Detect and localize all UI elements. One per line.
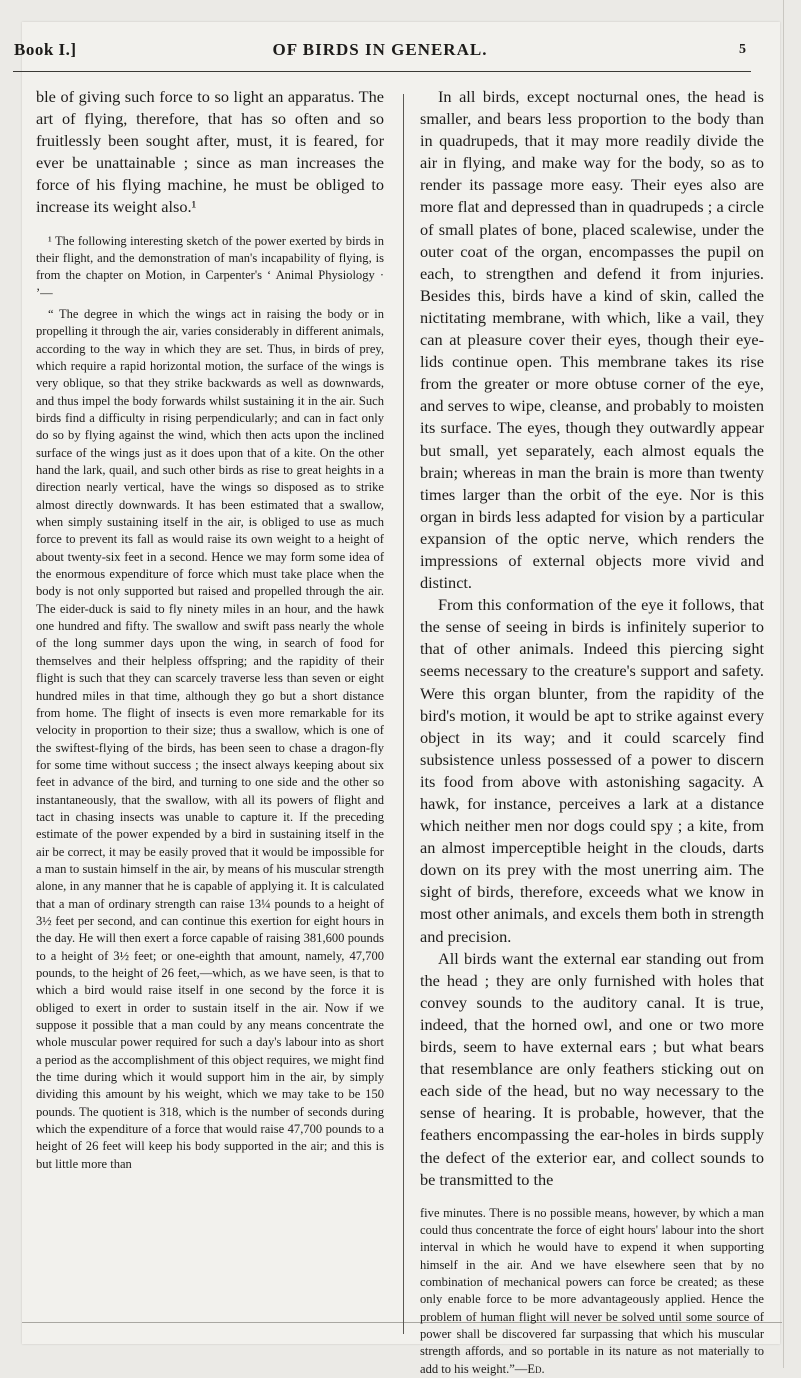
page-edge-rule — [783, 0, 784, 1368]
footnote-continuation-text: five minutes. There is no possible means, however, by which a man could thus concentrate the force of eight hours' labour into the short interval in which he would have to expend it when supporting himself in the air. And we have elsewhere seen that by no combination of mechanical powers can force be created; as these only enable force to be more advantageously applied. Hence the problem of human flight will never be solved until some source of power shall be discovered far surpassing that which his muscular strength affords, and so portable in its nature as not materially to add to his weight.”— — [420, 1205, 764, 1376]
left-column — [36, 86, 384, 1173]
running-head — [14, 36, 746, 66]
chapter-title: OF BIRDS IN GENERAL. — [272, 40, 488, 59]
footnote-body: “ The degree in which the wings act in raising the body or in propelling it through the air, varies considerably in different animals, according to the way in which they are set. Thus, in birds of prey, which require a rapid horizontal motion, the surface of the wings is very oblique, so that they strike backwards as well as downwards, and thus impel the body forwards whilst sustaining it in the air. Such birds find a difficulty in rising perpendicularly; and can in fact only do so by flying against the wind, which then acts upon the inclined surface of the wings just as it does upon that of a kite. On the other hand the lark, quail, and such other birds as rise to great heights in a direction nearly vertical, have the wings so disposed as to strike almost directly downwards. It has been estimated that a swallow, when simply sustaining itself in the air, is obliged to use as much force to prevent its fall as would raise its own weight to a height of about twenty-six feet in a second. Hence we may form some idea of the enormous expenditure of force which must take place when the body is not only supported but raised and propelled through the air. The eider-duck is said to fly ninety miles in an hour, and the hawk one hundred and fifty. The swallow and swift pass nearly the whole of the long summer days upon the wing, in search of food for themselves and their helpless offspring; and the rapidity of their flight is such that they can scarcely traverse less than seven or eight hundred miles in that time, although they go but a short distance from home. The flight of insects is even more remarkable for its velocity in proportion to their size; thus a swallow, which is one of the swiftest-flying of the birds, has been seen to chase a dragon-fly for some time without success ; the insect always keeping about six feet in advance of the bird, and turning to one side and the other so instantaneously, that the swallow, with all its powers of flight and tact in chasing insects was unable to capture it. If the preceding estimate of the power expended by a bird in sustaining itself in the air be correct, it may be easily proved that it would be impossible for a man to sustain himself in the air, by means of his muscular strength alone, in any manner that he is capable of applying it. It is calculated that a man of ordinary strength can raise 13¼ pounds to a height of 3½ feet per second, and can continue this exertion for eight hours in the day. He will then exert a force capable of raising 381,600 pounds to a height of 3½ feet; or one-eighth that amount, namely, 47,700 pounds, to the height of 26 feet,—which, as we have seen, is that to which a bird would raise itself in one second by the force it is obliged to exert in order to sustain itself in the air. Now if we suppose it possible that a man could by any means concentrate the whole muscular power required for such a day's labour into as short a period as the accomplishment of this object requires, we might find the time during which it would support him in the air, by simply dividing this amount by his weight, which we may take to be 150 pounds. The quotient is 318, which is the number of seconds during which the expenditure of a force that would raise 47,700 pounds to a height of 26 feet will keep his body supported in the air; and this is but little more than — [36, 306, 384, 1171]
right-column — [420, 86, 764, 1378]
paragraph-head-and-eyes: In all birds, except nocturnal ones, the head is smaller, and bears less proportion to the body than in quadrupeds, that it may more readily divide the air in flying, and make way for the body, so as to render its passage more easy. Their eyes also are more flat and depressed than in quadrupeds ; a circle of small plates of bone, placed scalewise, under the outer coat of the organ, encompasses the pupil on each, to strengthen and defend it from injuries. Besides this, birds have a kind of skin, called the nictitating membrane, with which, like a vail, they can at pleasure cover their eyes, though their eye-lids continue open. This membrane takes its rise from the greater or more obtuse corner of the eye, and serves to wipe, cleanse, and probably to moisten its surface. The eyes, though they outwardly appear but small, yet separately, each almost equals the brain; whereas in man the brain is more than twenty times larger than the orbit of the eye. Nor is this organ in birds less adapted for vision by a particular expansion of the optic nerve, which renders the impressions of external objects more vivid and distinct. — [420, 87, 764, 593]
footnote-intro: ¹ The following interesting sketch of the power exerted by birds in their flight, and the demonstration of man's incapability of flying, is from the chapter on Motion, in Carpenter's ‘ Animal Physiology · ’— — [36, 233, 384, 300]
column-divider — [403, 94, 404, 1334]
page-number: 5 — [739, 42, 746, 57]
footnote-continuation — [420, 1205, 764, 1378]
book-label: Book I.] — [14, 40, 77, 59]
footnote-signature: Ed. — [527, 1361, 545, 1376]
paragraph-ears: All birds want the external ear standing out from the head ; they are only furnished with holes that convey sounds to the auditory canal. It is true, indeed, that the horned owl, and one or two more birds, seem to have external ears ; but what bears that resemblance are only feathers sticking out on each side of the head, but no way necessary to the sense of hearing. It is probable, however, that the feathers encompassing the ear-holes in birds supply the defect of the exterior ear, and collect sounds to be transmitted to the — [420, 948, 764, 1189]
continued-paragraph: ble of giving such force to so light an apparatus. The art of flying, therefore, that has so often and so fruitlessly been sought after, must, it is feared, for ever be unattainable ; since as man increases the force of his flying machine, he must be obliged to increase its weight also.¹ — [36, 87, 384, 217]
paragraph-sight: From this conformation of the eye it follows, that the sense of seeing in birds is infinitely superior to that of other animals. Indeed this piercing sight seems necessary to the creature's support and safety. Were this organ blunter, from the rapidity of the bird's motion, it would be apt to strike against every object in its way; and it could scarcely find subsistence unless possessed of a power to discern its food from above with astonishing sagacity. A hawk, for instance, perceives a lark at a distance which neither men nor dogs could spy ; a kite, from an almost imperceptible height in the clouds, darts down on its prey with the most unerring aim. The sight of birds, therefore, exceeds what we know in most other animals, and excels them both in strength and precision. — [420, 595, 764, 946]
header-rule — [13, 71, 751, 72]
